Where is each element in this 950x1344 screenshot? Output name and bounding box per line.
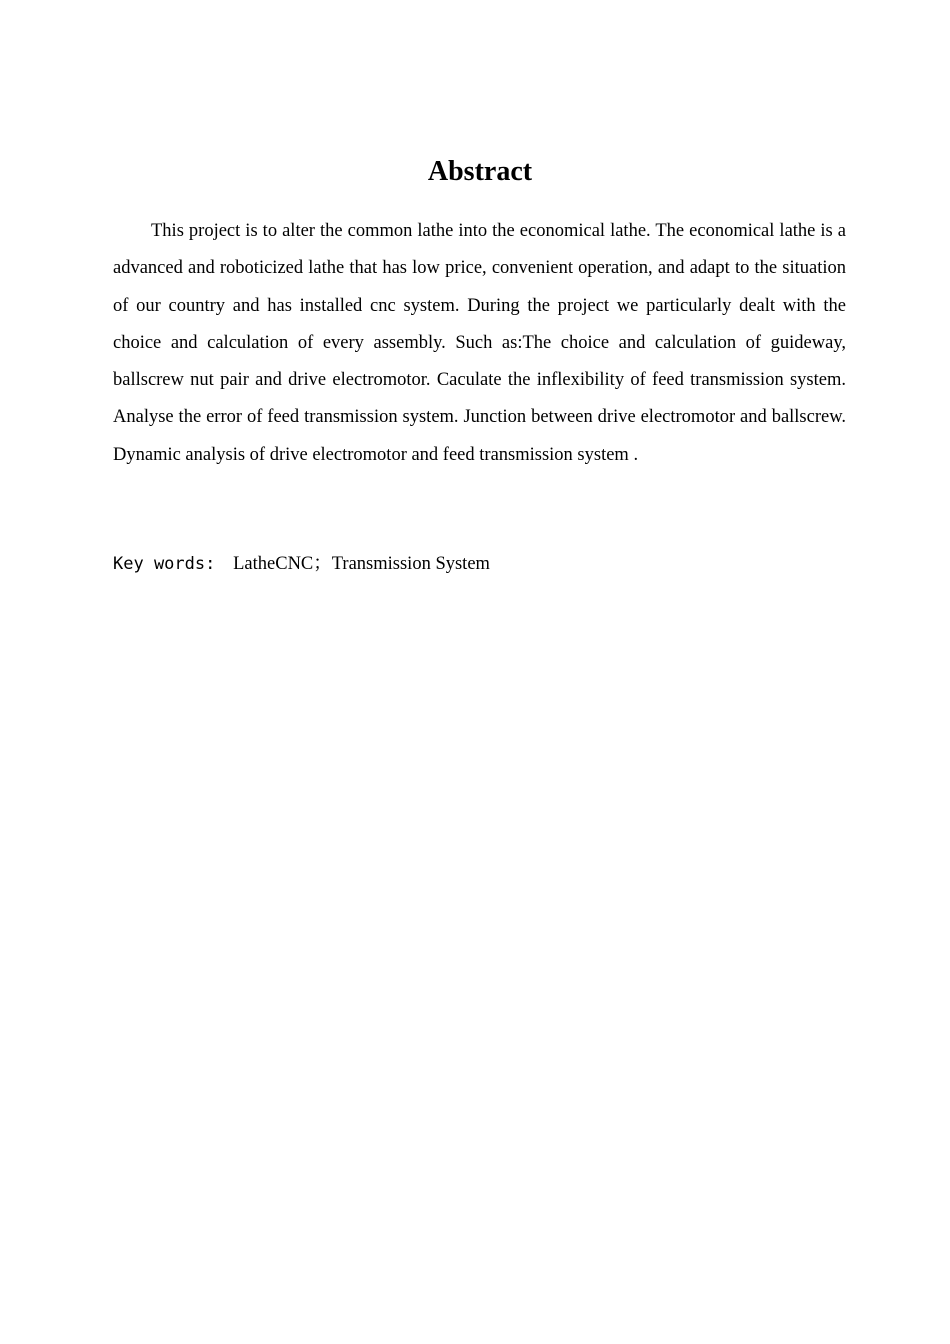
keywords-line bbox=[113, 548, 846, 580]
abstract-body: This project is to alter the common lathe into the economical lathe. The economical lathe is a advanced and roboticized lathe that has low price, convenient operation, and adapt to the situation of our country and has installed cnc system. During the project we particularly dealt with the choice and calculation of every assembly. Such as:The choice and calculation of guideway, ballscrew nut pair and drive electromotor. Caculate the inflexibility of feed transmission system. Analyse the error of feed transmission system. Junction between drive electromotor and ballscrew. Dynamic analysis of drive electromotor and feed transmission system . bbox=[113, 221, 846, 465]
page-title: Abstract bbox=[427, 156, 533, 187]
keywords-separator: : bbox=[205, 554, 216, 574]
keywords-value: LatheCNC；Transmission System bbox=[233, 554, 490, 574]
keywords-label: Key words bbox=[113, 554, 206, 574]
